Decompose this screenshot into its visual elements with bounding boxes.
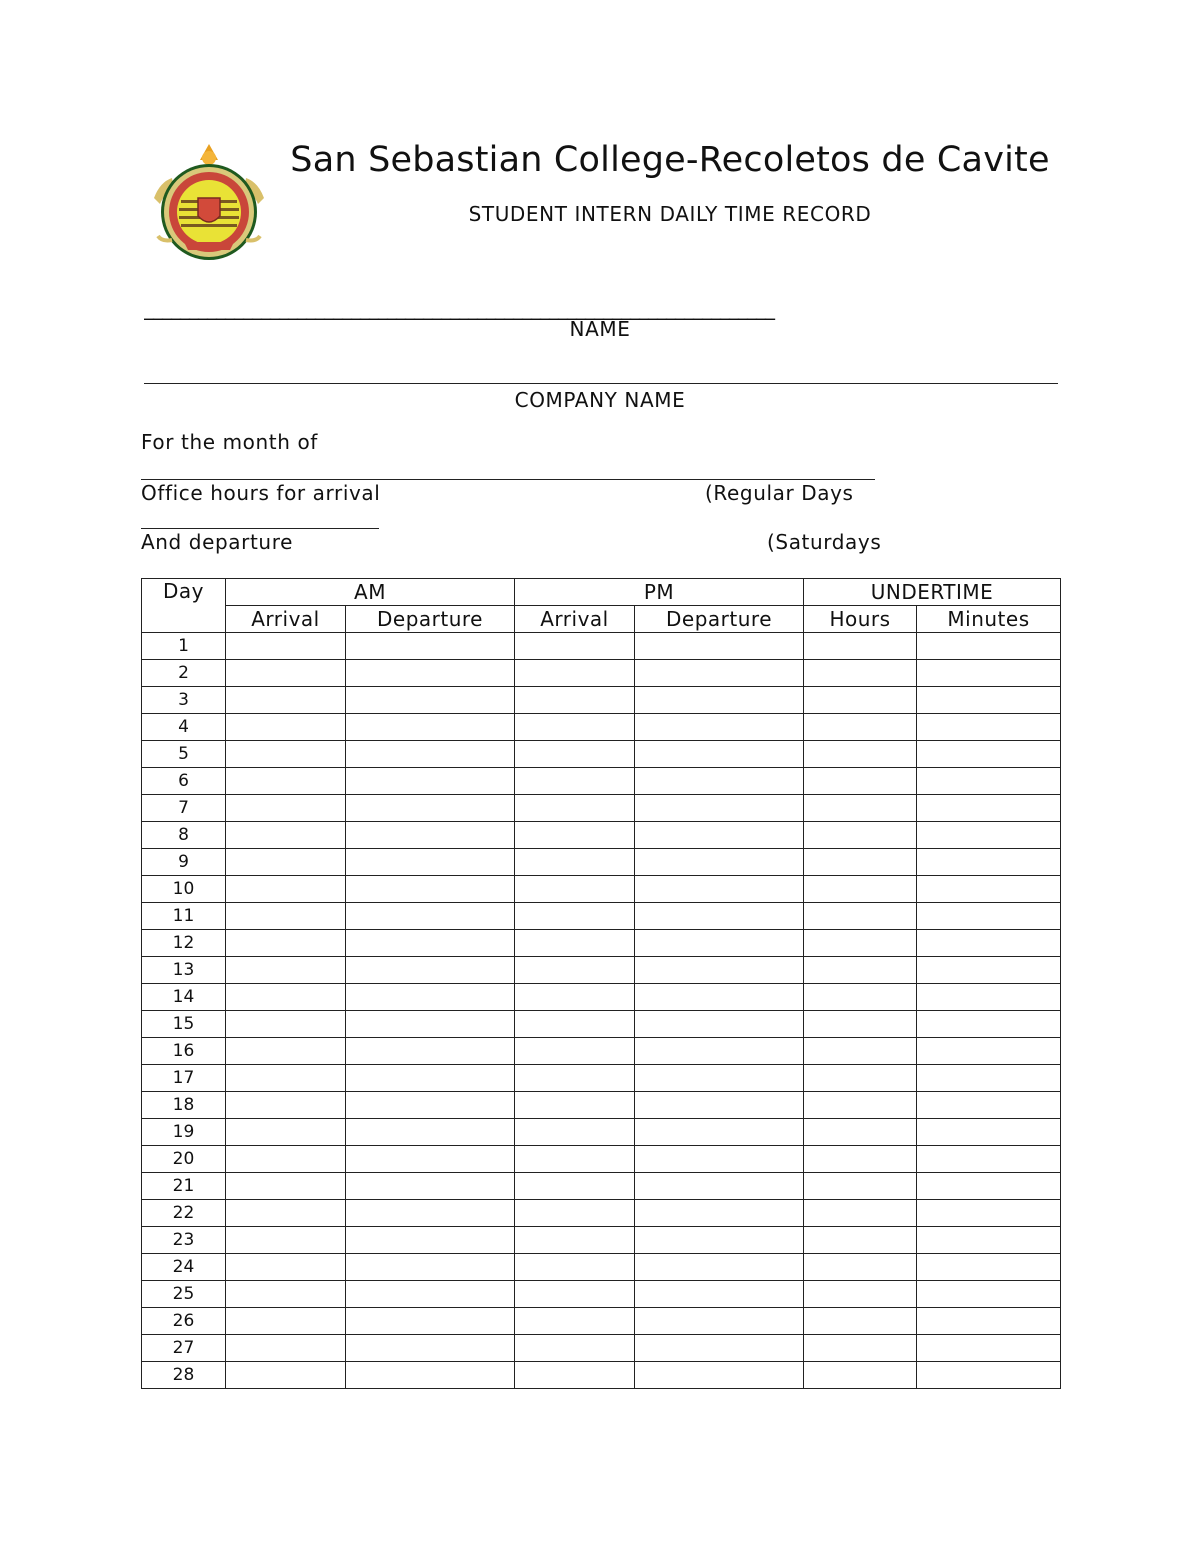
pm-arrival-cell[interactable] (515, 984, 635, 1011)
am-arrival-cell[interactable] (226, 849, 346, 876)
day-number: 1 (142, 633, 226, 660)
pm-departure-cell[interactable] (635, 714, 804, 741)
day-number: 20 (142, 1146, 226, 1173)
table-row (142, 822, 1061, 849)
month-line (141, 479, 875, 480)
day-number: 17 (142, 1065, 226, 1092)
am-arrival-cell[interactable] (226, 1065, 346, 1092)
undertime-minutes-cell[interactable] (917, 1227, 1061, 1254)
am-arrival-cell[interactable] (226, 1200, 346, 1227)
pm-arrival-cell[interactable] (515, 795, 635, 822)
am-departure-cell[interactable] (346, 768, 515, 795)
pm-departure-cell[interactable] (635, 1200, 804, 1227)
undertime-minutes-cell[interactable] (917, 903, 1061, 930)
table-row (142, 1308, 1061, 1335)
day-number: 22 (142, 1200, 226, 1227)
am-arrival-cell[interactable] (226, 903, 346, 930)
day-number: 3 (142, 687, 226, 714)
undertime-hours-cell[interactable] (804, 1011, 917, 1038)
am-departure-cell[interactable] (346, 1119, 515, 1146)
am-arrival-cell[interactable] (226, 876, 346, 903)
undertime-hours-cell[interactable] (804, 1119, 917, 1146)
am-departure-cell[interactable] (346, 1092, 515, 1119)
pm-arrival-cell[interactable] (515, 768, 635, 795)
day-number: 10 (142, 876, 226, 903)
day-number: 15 (142, 1011, 226, 1038)
pm-arrival-cell[interactable] (515, 660, 635, 687)
pm-arrival-cell[interactable] (515, 822, 635, 849)
pm-departure-cell[interactable] (635, 1335, 804, 1362)
undertime-minutes-cell[interactable] (917, 714, 1061, 741)
am-departure-cell[interactable] (346, 957, 515, 984)
pm-arrival-cell[interactable] (515, 1065, 635, 1092)
pm-arrival-cell[interactable] (515, 714, 635, 741)
table-row (142, 633, 1061, 660)
undertime-hours-cell[interactable] (804, 822, 917, 849)
undertime-minutes-cell[interactable] (917, 1038, 1061, 1065)
table-row (142, 1119, 1061, 1146)
pm-arrival-cell[interactable] (515, 741, 635, 768)
am-departure-header: Departure (346, 606, 515, 633)
table-row (142, 1200, 1061, 1227)
table-row (142, 1065, 1061, 1092)
undertime-hours-cell[interactable] (804, 660, 917, 687)
am-departure-cell[interactable] (346, 1065, 515, 1092)
undertime-hours-cell[interactable] (804, 930, 917, 957)
undertime-hours-cell[interactable] (804, 633, 917, 660)
sub-header-row (142, 606, 1061, 633)
day-number: 12 (142, 930, 226, 957)
pm-arrival-cell[interactable] (515, 957, 635, 984)
pm-departure-cell[interactable] (635, 1065, 804, 1092)
undertime-hours-cell[interactable] (804, 903, 917, 930)
am-departure-cell[interactable] (346, 849, 515, 876)
undertime-minutes-cell[interactable] (917, 687, 1061, 714)
day-number: 26 (142, 1308, 226, 1335)
table-row (142, 1011, 1061, 1038)
pm-departure-cell[interactable] (635, 1281, 804, 1308)
am-arrival-cell[interactable] (226, 714, 346, 741)
office-hours-line (141, 528, 379, 529)
table-row (142, 957, 1061, 984)
am-arrival-cell[interactable] (226, 1227, 346, 1254)
pm-arrival-cell[interactable] (515, 1119, 635, 1146)
am-header: AM (226, 579, 515, 606)
am-arrival-cell[interactable] (226, 1335, 346, 1362)
am-departure-cell[interactable] (346, 1146, 515, 1173)
school-name-title: San Sebastian College-Recoletos de Cavite (290, 140, 1050, 180)
undertime-minutes-cell[interactable] (917, 1065, 1061, 1092)
pm-departure-cell[interactable] (635, 1308, 804, 1335)
undertime-hours-cell[interactable] (804, 984, 917, 1011)
am-arrival-cell[interactable] (226, 795, 346, 822)
saturdays-label: (Saturdays (767, 530, 882, 554)
undertime-minutes-cell[interactable] (917, 1011, 1061, 1038)
day-number: 8 (142, 822, 226, 849)
undertime-minutes-cell[interactable] (917, 1281, 1061, 1308)
pm-arrival-cell[interactable] (515, 849, 635, 876)
office-hours-label: Office hours for arrival (141, 481, 381, 505)
pm-departure-cell[interactable] (635, 1173, 804, 1200)
pm-departure-cell[interactable] (635, 876, 804, 903)
undertime-hours-cell[interactable] (804, 687, 917, 714)
undertime-hours-cell[interactable] (804, 876, 917, 903)
am-departure-cell[interactable] (346, 930, 515, 957)
pm-arrival-cell[interactable] (515, 1335, 635, 1362)
pm-arrival-cell[interactable] (515, 1038, 635, 1065)
pm-arrival-cell[interactable] (515, 1146, 635, 1173)
am-arrival-cell[interactable] (226, 1011, 346, 1038)
document-title: STUDENT INTERN DAILY TIME RECORD (468, 202, 872, 226)
day-number: 7 (142, 795, 226, 822)
pm-departure-cell[interactable] (635, 984, 804, 1011)
pm-departure-header: Departure (635, 606, 804, 633)
pm-departure-cell[interactable] (635, 1119, 804, 1146)
am-arrival-cell[interactable] (226, 1362, 346, 1389)
pm-departure-cell[interactable] (635, 1011, 804, 1038)
am-departure-cell[interactable] (346, 984, 515, 1011)
day-number: 18 (142, 1092, 226, 1119)
pm-arrival-cell[interactable] (515, 1200, 635, 1227)
pm-departure-cell[interactable] (635, 768, 804, 795)
am-arrival-cell[interactable] (226, 660, 346, 687)
undertime-minutes-cell[interactable] (917, 1362, 1061, 1389)
pm-departure-cell[interactable] (635, 1227, 804, 1254)
undertime-minutes-cell[interactable] (917, 633, 1061, 660)
am-departure-cell[interactable] (346, 1254, 515, 1281)
pm-arrival-cell[interactable] (515, 687, 635, 714)
am-departure-cell[interactable] (346, 687, 515, 714)
pm-departure-cell[interactable] (635, 849, 804, 876)
am-arrival-cell[interactable] (226, 957, 346, 984)
day-number: 27 (142, 1335, 226, 1362)
undertime-minutes-cell[interactable] (917, 876, 1061, 903)
am-departure-cell[interactable] (346, 1281, 515, 1308)
am-arrival-cell[interactable] (226, 822, 346, 849)
undertime-minutes-cell[interactable] (917, 1173, 1061, 1200)
undertime-hours-cell[interactable] (804, 1362, 917, 1389)
pm-arrival-cell[interactable] (515, 1362, 635, 1389)
am-arrival-header: Arrival (226, 606, 346, 633)
pm-arrival-cell[interactable] (515, 1092, 635, 1119)
pm-arrival-cell[interactable] (515, 633, 635, 660)
departure-label: And departure (141, 530, 293, 554)
undertime-minutes-cell[interactable] (917, 1092, 1061, 1119)
pm-arrival-cell[interactable] (515, 930, 635, 957)
table-row (142, 984, 1061, 1011)
undertime-minutes-cell[interactable] (917, 822, 1061, 849)
pm-arrival-cell[interactable] (515, 1308, 635, 1335)
am-departure-cell[interactable] (346, 1038, 515, 1065)
undertime-hours-cell[interactable] (804, 1335, 917, 1362)
am-departure-cell[interactable] (346, 714, 515, 741)
pm-departure-cell[interactable] (635, 795, 804, 822)
undertime-hours-cell[interactable] (804, 1227, 917, 1254)
am-departure-cell[interactable] (346, 1173, 515, 1200)
undertime-minutes-cell[interactable] (917, 741, 1061, 768)
undertime-hours-cell[interactable] (804, 1173, 917, 1200)
pm-arrival-cell[interactable] (515, 1011, 635, 1038)
pm-departure-cell[interactable] (635, 930, 804, 957)
am-arrival-cell[interactable] (226, 1092, 346, 1119)
am-departure-cell[interactable] (346, 660, 515, 687)
company-name-line (144, 383, 1058, 384)
undertime-hours-cell[interactable] (804, 849, 917, 876)
name-label: NAME (569, 317, 631, 341)
am-departure-cell[interactable] (346, 876, 515, 903)
pm-arrival-cell[interactable] (515, 876, 635, 903)
table-row (142, 1281, 1061, 1308)
undertime-minutes-cell[interactable] (917, 984, 1061, 1011)
table-row (142, 849, 1061, 876)
undertime-hours-cell[interactable] (804, 1038, 917, 1065)
undertime-minutes-cell[interactable] (917, 849, 1061, 876)
day-number: 21 (142, 1173, 226, 1200)
undertime-hours-cell[interactable] (804, 1146, 917, 1173)
undertime-minutes-cell[interactable] (917, 930, 1061, 957)
table-row (142, 930, 1061, 957)
undertime-hours-cell[interactable] (804, 1254, 917, 1281)
am-arrival-cell[interactable] (226, 984, 346, 1011)
day-number: 5 (142, 741, 226, 768)
undertime-minutes-header: Minutes (917, 606, 1061, 633)
day-number: 24 (142, 1254, 226, 1281)
table-row (142, 1092, 1061, 1119)
am-departure-cell[interactable] (346, 1362, 515, 1389)
day-number: 16 (142, 1038, 226, 1065)
company-name-label: COMPANY NAME (514, 388, 686, 412)
day-number: 2 (142, 660, 226, 687)
day-number: 19 (142, 1119, 226, 1146)
undertime-hours-cell[interactable] (804, 768, 917, 795)
day-number: 6 (142, 768, 226, 795)
am-departure-cell[interactable] (346, 1011, 515, 1038)
undertime-hours-cell[interactable] (804, 741, 917, 768)
pm-departure-cell[interactable] (635, 687, 804, 714)
am-departure-cell[interactable] (346, 1200, 515, 1227)
day-header: Day (142, 579, 226, 633)
pm-departure-cell[interactable] (635, 660, 804, 687)
table-row (142, 1227, 1061, 1254)
undertime-hours-cell[interactable] (804, 795, 917, 822)
table-row (142, 876, 1061, 903)
pm-arrival-cell[interactable] (515, 1281, 635, 1308)
undertime-hours-cell[interactable] (804, 714, 917, 741)
am-arrival-cell[interactable] (226, 1281, 346, 1308)
daily-time-record-table (141, 578, 1061, 1389)
undertime-hours-cell[interactable] (804, 957, 917, 984)
am-departure-cell[interactable] (346, 795, 515, 822)
pm-arrival-header: Arrival (515, 606, 635, 633)
regular-days-label: (Regular Days (705, 481, 854, 505)
undertime-hours-cell[interactable] (804, 1281, 917, 1308)
table-row (142, 1173, 1061, 1200)
undertime-minutes-cell[interactable] (917, 1119, 1061, 1146)
undertime-hours-cell[interactable] (804, 1308, 917, 1335)
undertime-minutes-cell[interactable] (917, 1308, 1061, 1335)
pm-arrival-cell[interactable] (515, 1173, 635, 1200)
day-number: 4 (142, 714, 226, 741)
pm-departure-cell[interactable] (635, 957, 804, 984)
am-departure-cell[interactable] (346, 822, 515, 849)
day-number: 14 (142, 984, 226, 1011)
am-departure-cell[interactable] (346, 1227, 515, 1254)
pm-departure-cell[interactable] (635, 1362, 804, 1389)
day-number: 25 (142, 1281, 226, 1308)
am-departure-cell[interactable] (346, 633, 515, 660)
am-arrival-cell[interactable] (226, 1308, 346, 1335)
undertime-minutes-cell[interactable] (917, 1146, 1061, 1173)
table-row (142, 1254, 1061, 1281)
pm-arrival-cell[interactable] (515, 1254, 635, 1281)
table-row (142, 903, 1061, 930)
table-row (142, 1335, 1061, 1362)
am-arrival-cell[interactable] (226, 687, 346, 714)
pm-departure-cell[interactable] (635, 741, 804, 768)
pm-header: PM (515, 579, 804, 606)
table-row (142, 1038, 1061, 1065)
pm-departure-cell[interactable] (635, 1254, 804, 1281)
table-row (142, 714, 1061, 741)
day-number: 13 (142, 957, 226, 984)
am-departure-cell[interactable] (346, 903, 515, 930)
day-number: 23 (142, 1227, 226, 1254)
am-arrival-cell[interactable] (226, 1119, 346, 1146)
day-number: 28 (142, 1362, 226, 1389)
name-signature-line: ______________________________________________________________________ (144, 296, 774, 320)
day-number: 11 (142, 903, 226, 930)
undertime-minutes-cell[interactable] (917, 1335, 1061, 1362)
table-row (142, 795, 1061, 822)
pm-departure-cell[interactable] (635, 903, 804, 930)
undertime-header: UNDERTIME (804, 579, 1061, 606)
undertime-hours-cell[interactable] (804, 1065, 917, 1092)
table-row (142, 687, 1061, 714)
am-arrival-cell[interactable] (226, 1254, 346, 1281)
undertime-minutes-cell[interactable] (917, 768, 1061, 795)
table-row (142, 741, 1061, 768)
month-label: For the month of (141, 430, 318, 454)
undertime-minutes-cell[interactable] (917, 660, 1061, 687)
undertime-minutes-cell[interactable] (917, 1254, 1061, 1281)
group-header-row (142, 579, 1061, 606)
pm-departure-cell[interactable] (635, 1092, 804, 1119)
undertime-hours-cell[interactable] (804, 1200, 917, 1227)
table-row (142, 1146, 1061, 1173)
pm-departure-cell[interactable] (635, 822, 804, 849)
undertime-minutes-cell[interactable] (917, 957, 1061, 984)
am-departure-cell[interactable] (346, 1308, 515, 1335)
am-departure-cell[interactable] (346, 741, 515, 768)
table-row (142, 660, 1061, 687)
pm-departure-cell[interactable] (635, 1038, 804, 1065)
am-arrival-cell[interactable] (226, 930, 346, 957)
table-row (142, 1362, 1061, 1389)
am-arrival-cell[interactable] (226, 741, 346, 768)
pm-departure-cell[interactable] (635, 633, 804, 660)
am-arrival-cell[interactable] (226, 1146, 346, 1173)
am-arrival-cell[interactable] (226, 1038, 346, 1065)
am-departure-cell[interactable] (346, 1335, 515, 1362)
am-arrival-cell[interactable] (226, 633, 346, 660)
table-row (142, 768, 1061, 795)
day-number: 9 (142, 849, 226, 876)
pm-arrival-cell[interactable] (515, 903, 635, 930)
undertime-minutes-cell[interactable] (917, 795, 1061, 822)
am-arrival-cell[interactable] (226, 1173, 346, 1200)
pm-arrival-cell[interactable] (515, 1227, 635, 1254)
pm-departure-cell[interactable] (635, 1146, 804, 1173)
undertime-hours-header: Hours (804, 606, 917, 633)
undertime-hours-cell[interactable] (804, 1092, 917, 1119)
am-arrival-cell[interactable] (226, 768, 346, 795)
undertime-minutes-cell[interactable] (917, 1200, 1061, 1227)
